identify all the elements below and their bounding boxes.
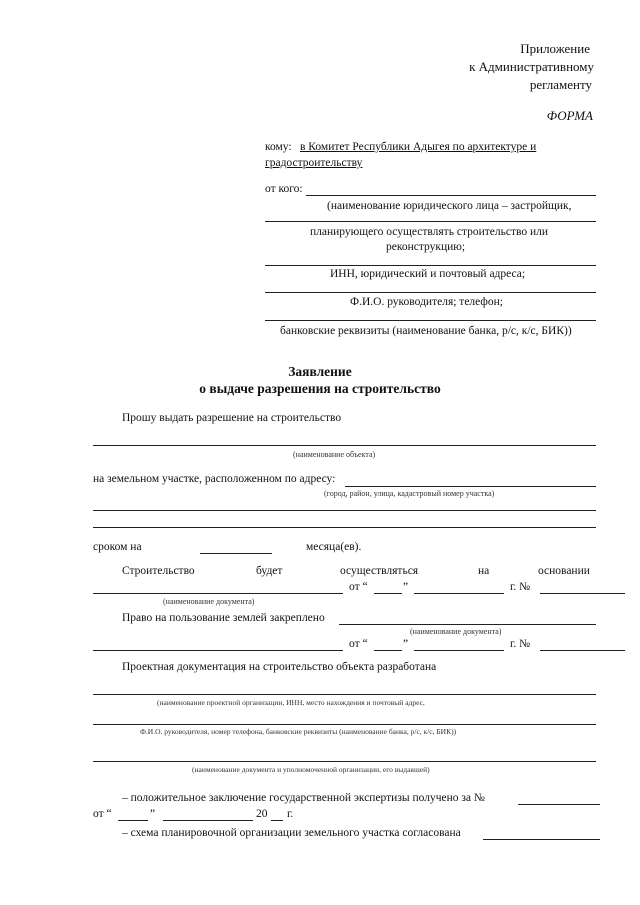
basis-doc-line	[93, 593, 343, 594]
from-hint-3: ИНН, юридический и почтовый адреса;	[330, 268, 526, 280]
to-label: кому:	[265, 141, 292, 153]
object-hint: (наименование объекта)	[293, 450, 376, 459]
term-line	[200, 553, 272, 554]
address-line-1	[93, 510, 596, 511]
expertise-ot: от “	[93, 808, 112, 820]
project-auth-line	[93, 761, 596, 762]
project-head-line	[93, 724, 596, 725]
constr-word-4: на	[478, 565, 490, 577]
org-hint: (наименование проектной организации, ИНН, место нахождения и почтовый адрес,	[157, 698, 425, 707]
basis-day-line	[374, 593, 402, 594]
from-line-3	[265, 265, 596, 266]
land-label: на земельном участке, расположенном по адресу:	[93, 473, 336, 485]
land-right-ot: от “	[349, 638, 368, 650]
basis-doc-hint: (наименование документа)	[163, 597, 255, 606]
constr-word-3: осуществляться	[340, 565, 419, 577]
term-unit: месяца(ев).	[306, 541, 362, 553]
from-line	[306, 195, 596, 196]
request-text: Прошу выдать разрешение на строительство	[122, 412, 342, 424]
constr-word-1: Строительство	[122, 565, 195, 577]
project-org-line	[93, 694, 596, 695]
appendix-regulation: регламенту	[529, 77, 592, 92]
appendix-label: Приложение	[520, 41, 590, 56]
from-label: от кого:	[265, 183, 303, 195]
to-line-2: градостроительству	[265, 157, 363, 169]
doc-title: Заявление	[288, 364, 352, 379]
constr-word-5: основании	[538, 565, 590, 577]
expertise-month-line	[163, 820, 253, 821]
expertise-quote: ”	[150, 808, 156, 820]
project-doc-label: Проектная документация на строительство объекта разработана	[122, 661, 437, 673]
scheme-line	[483, 839, 600, 840]
form-label: ФОРМА	[546, 108, 593, 123]
land-right-doc-line	[93, 650, 343, 651]
land-right-number-line	[540, 650, 625, 651]
from-line-4	[265, 292, 596, 293]
expertise-year-g: г.	[287, 808, 294, 820]
object-line	[93, 445, 596, 446]
auth-hint: (наименование документа и уполномоченной организации, его выдавшей)	[192, 765, 430, 774]
from-line-2	[265, 221, 596, 222]
from-hint-2a: планирующего осуществлять строительство или	[310, 226, 549, 238]
address-line-2	[93, 527, 596, 528]
basis-g-no: г. №	[510, 581, 531, 593]
from-hint-1: (наименование юридического лица – застройщик,	[327, 200, 572, 212]
land-right-hint: (наименование документа)	[410, 627, 502, 636]
basis-month-line	[414, 593, 504, 594]
appendix-to: к Административному	[469, 59, 594, 74]
from-hint-2b: реконструкцию;	[386, 241, 466, 253]
expertise-day-line	[118, 820, 148, 821]
from-line-5	[265, 320, 596, 321]
basis-number-line	[540, 593, 625, 594]
from-hint-5: банковские реквизиты (наименование банка, р/с, к/с, БИК))	[280, 325, 572, 337]
to-line-1: в Комитет Республики Адыгея по архитектуре и	[300, 141, 537, 153]
land-right-line	[339, 624, 596, 625]
head-hint: Ф.И.О. руководителя, номер телефона, банковские реквизиты (наименование банка, р/с, к/с, БИК))	[140, 727, 457, 736]
basis-ot: от “	[349, 581, 368, 593]
doc-subtitle: о выдаче разрешения на строительство	[199, 381, 441, 396]
land-right-day-line	[374, 650, 402, 651]
land-right-quote: ”	[403, 638, 409, 650]
land-hint: (город, район, улица, кадастровый номер участка)	[324, 489, 495, 498]
land-right-label: Право на пользование землей закреплено	[122, 612, 325, 624]
scheme-label: – схема планировочной организации земельного участка согласована	[122, 827, 461, 839]
land-line	[345, 486, 596, 487]
expertise-year: 20	[256, 808, 268, 820]
term-label: сроком на	[93, 541, 142, 553]
expertise-number-line	[518, 804, 600, 805]
land-right-month-line	[414, 650, 504, 651]
constr-word-2: будет	[256, 565, 283, 577]
basis-quote: ”	[403, 581, 409, 593]
land-right-g-no: г. №	[510, 638, 531, 650]
from-hint-4: Ф.И.О. руководителя; телефон;	[350, 296, 503, 308]
expertise-label: – положительное заключение государственной экспертизы получено за №	[122, 792, 485, 804]
expertise-year-line	[271, 820, 283, 821]
